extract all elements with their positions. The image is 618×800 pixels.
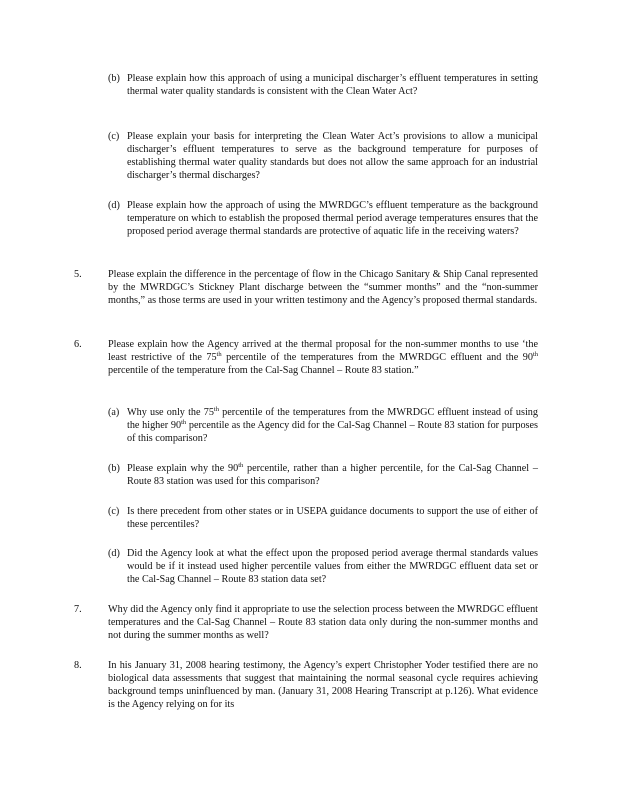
item-text [127,462,538,488]
question-4c [108,130,538,182]
question-5: Please explain the difference in the percentage of flow in the Chicago Sanitary & Ship Canal represented by the MWRDGC’s Stickney Plant discharge between the “summer months” and the “non-summer months,” as those terms are used in your written testimony and the Agency’s proposed thermal standards. [108,269,538,306]
item-text: Did the Agency look at what the effect upon the proposed period average thermal standards values would be if it instead used higher percentile values from either the MWRDGC effluent data set or the Cal-Sag Channel – Route 83 station data set? [127,548,538,585]
ordinal-suffix: th [213,406,219,413]
text-run: percentile, rather than a higher percentile, for the Cal-Sag Channel – Route 83 station was used for this comparison? [127,463,538,487]
item-text: Please explain how the approach of using the MWRDGC’s effluent temperature as the background temperature on which to establish the proposed thermal period average temperatures ensures that the proposed period average thermal standards are protective of aquatic life in the receiving waters? [127,200,538,237]
text-run: percentile of the temperatures from the MWRDGC effluent instead of using the higher 90 [127,407,538,431]
text-run: Please explain why the 90 [127,463,239,474]
item-label: (c) [108,506,120,517]
ordinal-suffix: th [181,419,187,426]
question-7: Why did the Agency only find it appropriate to use the selection process between the MWRDGC effluent temperatures and the Cal-Sag Channel – Route 83 station data only during the non-summer months and not during the summer months as well? [108,604,538,641]
item-label: (b) [108,73,120,84]
text-run: percentile of the temperature from the Cal-Sag Channel – Route 83 station.” [108,365,419,376]
question-4d [108,199,538,238]
question-6 [108,338,538,377]
item-label: (d) [108,548,120,559]
text-run: percentile as the Agency did for the Cal-Sag Channel – Route 83 station for purposes of this comparison? [127,420,539,444]
text-run: Why use only the 75 [127,407,214,418]
ordinal-suffix: th [532,351,538,358]
question-number: 6. [74,339,82,350]
item-text: Is there precedent from other states or in USEPA guidance documents to support the use of either of these percentiles? [127,506,538,530]
item-text [127,406,538,445]
question-6b [108,462,538,488]
text-run: percentile of the temperatures from the MWRDGC effluent and the 90 [221,352,533,363]
item-label: (c) [108,131,120,142]
question-6d [108,547,538,586]
text-run: Please explain how the Agency arrived at the thermal proposal for the non-summer months to use ‘the least restrictive of the 75 [108,339,538,363]
item-text: Please explain how this approach of using a municipal discharger’s effluent temperatures in setting thermal water quality standards is consistent with the Clean Water Act? [127,73,538,97]
question-number: 8. [74,660,82,671]
question-8: In his January 31, 2008 hearing testimony, the Agency’s expert Christopher Yoder testified there are no biological data assessments that suggest that maintaining the normal seasonal cycle requires achieving background temps uninfluenced by man. (January 31, 2008 Hearing Transcript at p.126). What evidence is the Agency relying on for its [108,660,538,710]
question-6a [108,406,538,445]
question-6c [108,505,538,531]
item-label: (b) [108,463,120,474]
question-4b [108,72,538,98]
item-label: (d) [108,200,120,211]
question-number: 5. [74,269,82,280]
question-number: 7. [74,604,82,615]
ordinal-suffix: th [238,462,244,469]
item-label: (a) [108,407,120,418]
ordinal-suffix: th [216,351,222,358]
item-text: Please explain your basis for interpreting the Clean Water Act’s provisions to allow a municipal discharger’s effluent temperatures to serve as the background temperature for purposes of establishing thermal water quality standards but does not allow the same approach for an industrial discharger’s thermal discharges? [127,131,538,181]
